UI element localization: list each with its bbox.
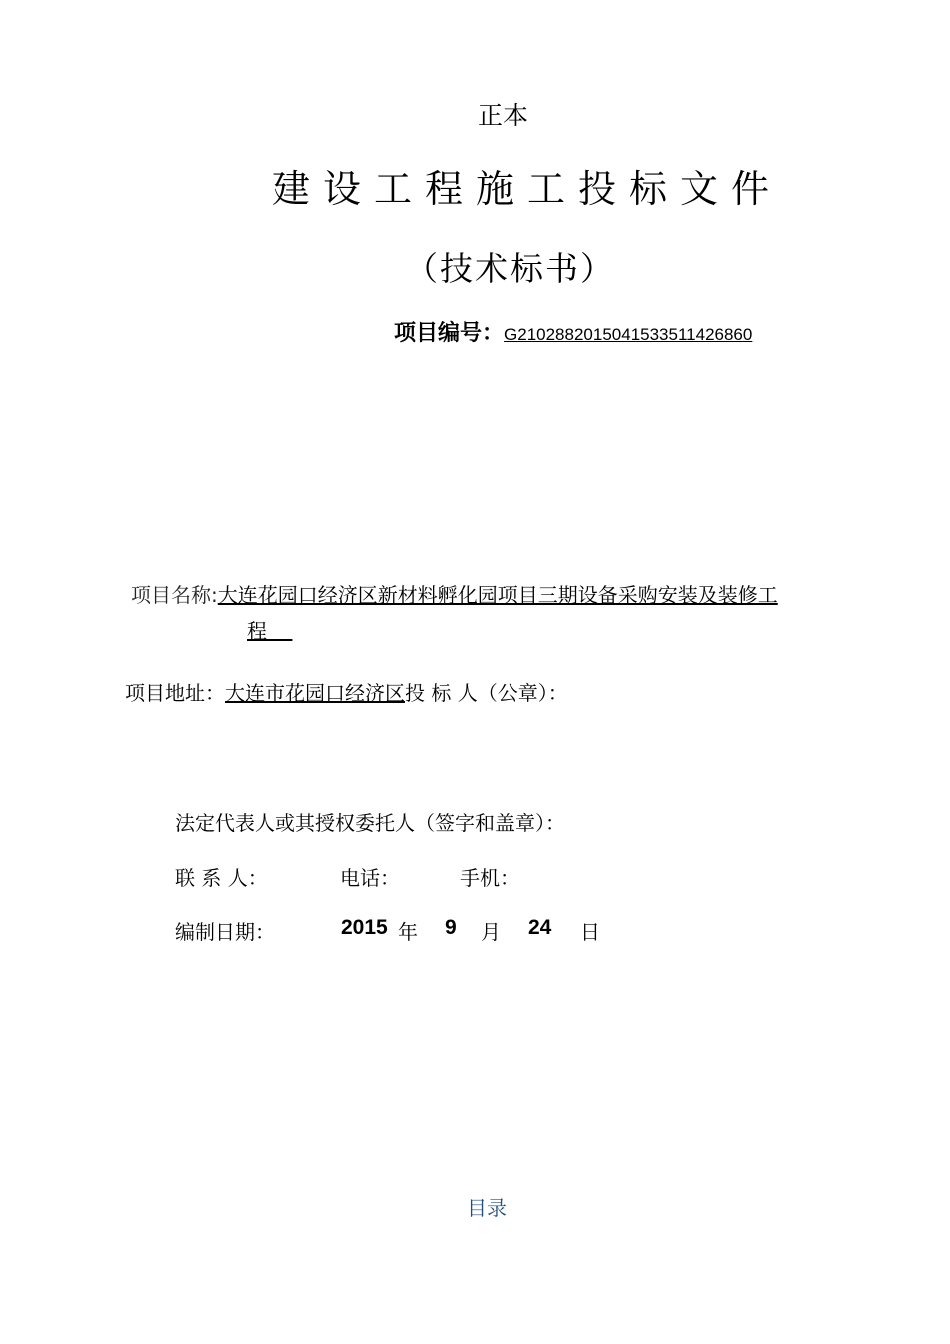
- copy-type-label: 正本: [478, 101, 529, 130]
- project-name-row-continued: [247, 615, 292, 644]
- date-month-unit: 月: [481, 920, 501, 944]
- bidder-seal-label: 投 标 人（公章）：: [405, 681, 568, 705]
- document-subtitle: （技术标书）: [405, 249, 615, 288]
- contact-person-label: 联 系 人：: [175, 866, 268, 890]
- project-name-row: [131, 579, 778, 608]
- phone-label: 电话：: [340, 866, 400, 890]
- project-name-value-line1: 大连花园口经济区新材料孵化园项目三期设备采购安装及装修工: [217, 583, 778, 607]
- project-number-value: G210288201504153351142686​0: [504, 325, 753, 344]
- compile-date-row: [175, 916, 615, 946]
- project-address-value: 大连市花园口经济区: [225, 681, 405, 705]
- contact-row: [175, 862, 595, 890]
- date-month: 9: [445, 916, 457, 939]
- date-day: 24: [528, 916, 552, 939]
- date-day-unit: 日: [580, 920, 600, 944]
- project-number-row: [394, 316, 752, 347]
- project-address-row: [125, 677, 568, 706]
- document-title: 建设工程施工投标文件: [272, 167, 783, 211]
- project-address-label: 项目地址：: [125, 681, 225, 705]
- date-year-unit: 年: [398, 920, 418, 944]
- compile-date-label: 编制日期：: [175, 920, 275, 944]
- date-year: 2015: [341, 916, 388, 939]
- project-name-value-line2: 程: [247, 619, 293, 643]
- project-number-label: 项目编号：: [394, 321, 505, 346]
- legal-representative-row: 法定代表人或其授权委托人（签字和盖章）：: [175, 811, 565, 835]
- mobile-label: 手机：: [460, 866, 520, 890]
- table-of-contents-heading[interactable]: 目录: [467, 1196, 507, 1220]
- project-name-label: 项目名称:: [131, 583, 218, 607]
